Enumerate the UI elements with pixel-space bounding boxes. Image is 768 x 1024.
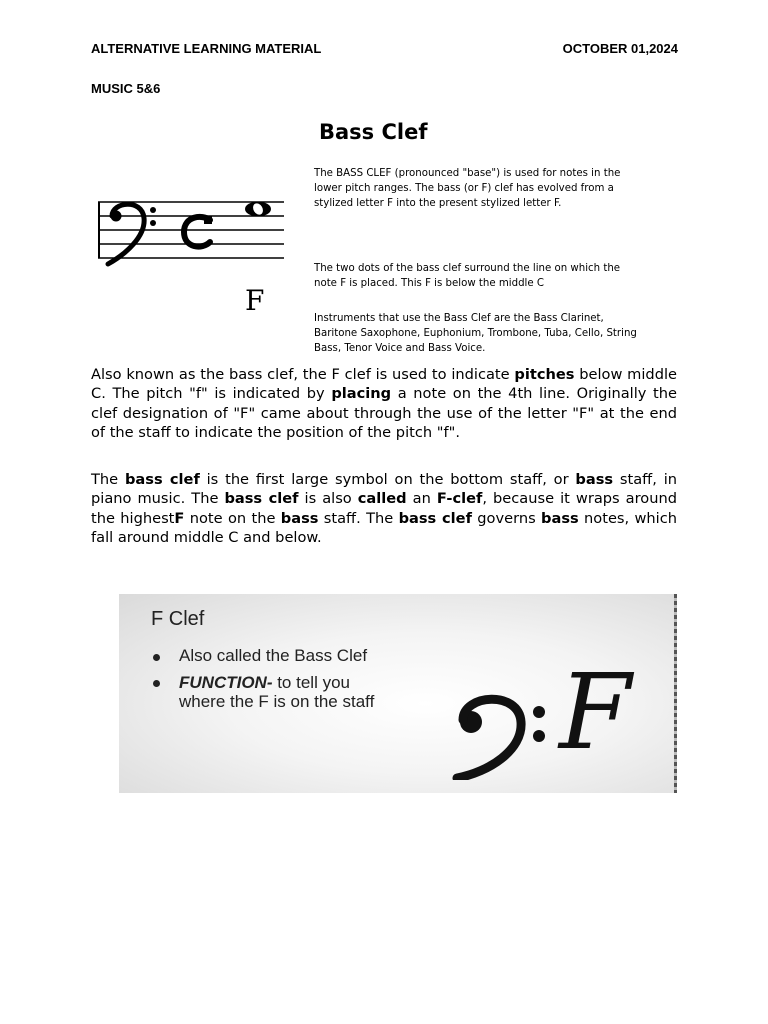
paragraph-2 xyxy=(91,470,677,548)
figure-title: Bass Clef xyxy=(319,120,428,144)
big-f-letter: F xyxy=(559,651,632,773)
bold-term: bass clef xyxy=(224,490,299,508)
bullet-icon xyxy=(153,680,160,687)
common-time-icon xyxy=(184,216,212,247)
bold-term: bass xyxy=(575,471,614,488)
text-run: where the F is on the staff xyxy=(179,692,375,711)
function-label: FUNCTION- xyxy=(179,673,273,692)
text-run: an xyxy=(406,490,437,508)
whole-note-icon xyxy=(245,202,271,217)
bold-term: placing xyxy=(331,385,392,403)
text-run: The xyxy=(91,471,125,488)
text-run: Also known as the bass clef, the F clef is used to indicate xyxy=(91,366,515,383)
text-run: staff. The xyxy=(318,509,399,527)
bold-term: bass xyxy=(280,509,319,527)
bass-clef-figure xyxy=(90,118,650,358)
header-title: ALTERNATIVE LEARNING MATERIAL xyxy=(91,41,322,56)
text-run: , because it wraps around the highest xyxy=(91,490,677,527)
bold-term: bass xyxy=(541,509,579,527)
text-run: staff, in piano music. The xyxy=(91,471,677,508)
bass-clef-icon xyxy=(449,690,559,780)
text-run: note on the xyxy=(184,509,281,527)
f-clef-slide xyxy=(119,594,677,793)
bold-term: bass clef xyxy=(398,509,472,527)
bold-term: bass clef xyxy=(124,471,200,488)
figure-text-3: Instruments that use the Bass Clef are the Bass Clarinet, Baritone Saxophone, Euphonium, Trombone, Tuba, Cello, String Bass, Tenor Voice and Bass Voice. xyxy=(314,313,637,354)
slide-title: F Clef xyxy=(151,608,205,630)
bold-term: pitches xyxy=(514,366,575,383)
paragraph-1 xyxy=(91,365,677,443)
slide-edge xyxy=(674,594,677,793)
figure-text-1: The BASS CLEF (pronounced "base") is used for notes in the lower pitch ranges. The bass (or F) clef has evolved from a stylized letter F into the present stylized letter F. xyxy=(314,168,621,209)
bass-clef-icon xyxy=(108,204,156,264)
bold-term: called xyxy=(357,490,407,508)
text-run: is also xyxy=(298,490,358,508)
text-run: notes, which fall around middle C and below. xyxy=(91,509,678,547)
text-run: a note on the 4th line. Originally the clef designation of "F" came about through the use of the letter "F" at the end of the staff to indicate the position of the pitch "f". xyxy=(91,385,678,442)
staff-letter-f: F xyxy=(245,284,265,317)
figure-text-2: The two dots of the bass clef surround the line on which the note F is placed. This F is below the middle C xyxy=(314,263,621,289)
text-run: below middle C. The pitch "f" is indicated by xyxy=(91,366,677,403)
staff-illustration xyxy=(98,196,288,276)
text-run: to tell you xyxy=(272,673,350,692)
subject-label: MUSIC 5&6 xyxy=(91,81,161,96)
bullet-icon xyxy=(153,654,160,661)
text-run: governs xyxy=(471,509,542,527)
header-date: OCTOBER 01,2024 xyxy=(562,41,678,56)
slide-item-1: Also called the Bass Clef xyxy=(179,646,368,665)
bold-term: F-clef xyxy=(436,490,483,508)
bold-term: F xyxy=(174,509,185,527)
slide-item-2 xyxy=(179,673,374,711)
text-run: is the first large symbol on the bottom staff, or xyxy=(199,471,576,488)
